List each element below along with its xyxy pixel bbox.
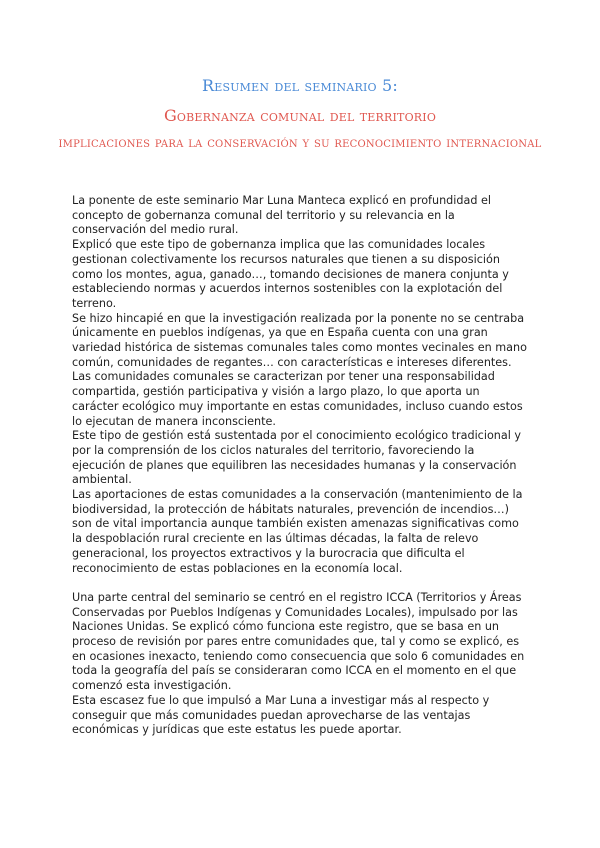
paragraph-spacer: [72, 576, 528, 591]
seminar-topic: Gobernanza comunal del territorio: [163, 106, 437, 125]
seminar-subtitle: implicaciones para la conservación y su reconocimiento internacional: [58, 135, 542, 151]
document-body: [72, 194, 528, 738]
paragraph-contributions: Las aportaciones de estas comunidades a la conservación (mantenimiento de la biodiversidad, la protección de hábitats naturales, prevención de incendios…) son de vital importancia aunque también existen amenazas significativas como la despoblación rural creciente en las últimas décadas, la falta de relevo generacional, los proyectos extractivos y la burocracia que dificulta el reconocimiento de estas poblaciones en la economía local.: [72, 488, 523, 575]
paragraph-research-scope: Se hizo hincapié en que la investigación realizada por la ponente no se centraba únicamente en pueblos indígenas, ya que en España cuenta con una gran variedad histórica de sistemas comunales tales como montes vecinales en mano común, comunidades de regantes… con características e intereses diferentes.: [72, 311, 527, 369]
paragraph-governance: Explicó que este tipo de gobernanza implica que las comunidades locales gestionan colectivamente los recursos naturales que tienen a su disposición como los montes, agua, ganado…, tomando decisiones de manera conjunta y estableciendo normas y acuerdos internos sostenibles con la explotación del terreno.: [72, 238, 509, 310]
document-header: [0, 76, 600, 152]
paragraph-conclusion: Esta escasez fue lo que impulsó a Mar Luna a investigar más al respecto y conseguir que más comunidades puedan aprovecharse de las ventajas económicas y jurídicas que este estatus les puede aportar.: [72, 693, 490, 737]
seminar-title: Resumen del seminario 5:: [202, 76, 398, 95]
paragraph-icca-registry: Una parte central del seminario se centró en el registro ICCA (Territorios y Áreas Conservadas por Pueblos Indígenas y Comunidades Locales), impulsado por las Naciones Unidas. Se explicó cómo funciona este registro, que se basa en un proceso de revisión por pares entre comunidades que, tal y como se explicó, es en ocasiones inexacto, teniendo como consecuencia que solo 6 comunidades en toda la geografía del país se consideraran como ICCA en el momento en el que comenzó esta investigación.: [72, 590, 525, 693]
paragraph-characteristics: Las comunidades comunales se caracterizan por tener una responsabilidad compartida, gestión participativa y visión a largo plazo, lo que aporta un carácter ecológico muy importante en estas comunidades, incluso cuando estos lo ejecutan de manera inconsciente.: [72, 370, 523, 428]
paragraph-intro: La ponente de este seminario Mar Luna Manteca explicó en profundidad el concepto de gobernanza comunal del territorio y su relevancia en la conservación del medio rural.: [72, 194, 491, 237]
paragraph-knowledge: Este tipo de gestión está sustentada por el conocimiento ecológico tradicional y por la comprensión de los ciclos naturales del territorio, favoreciendo la ejecución de planes que equilibren las necesidades humanas y la conservación ambiental.: [72, 429, 522, 487]
